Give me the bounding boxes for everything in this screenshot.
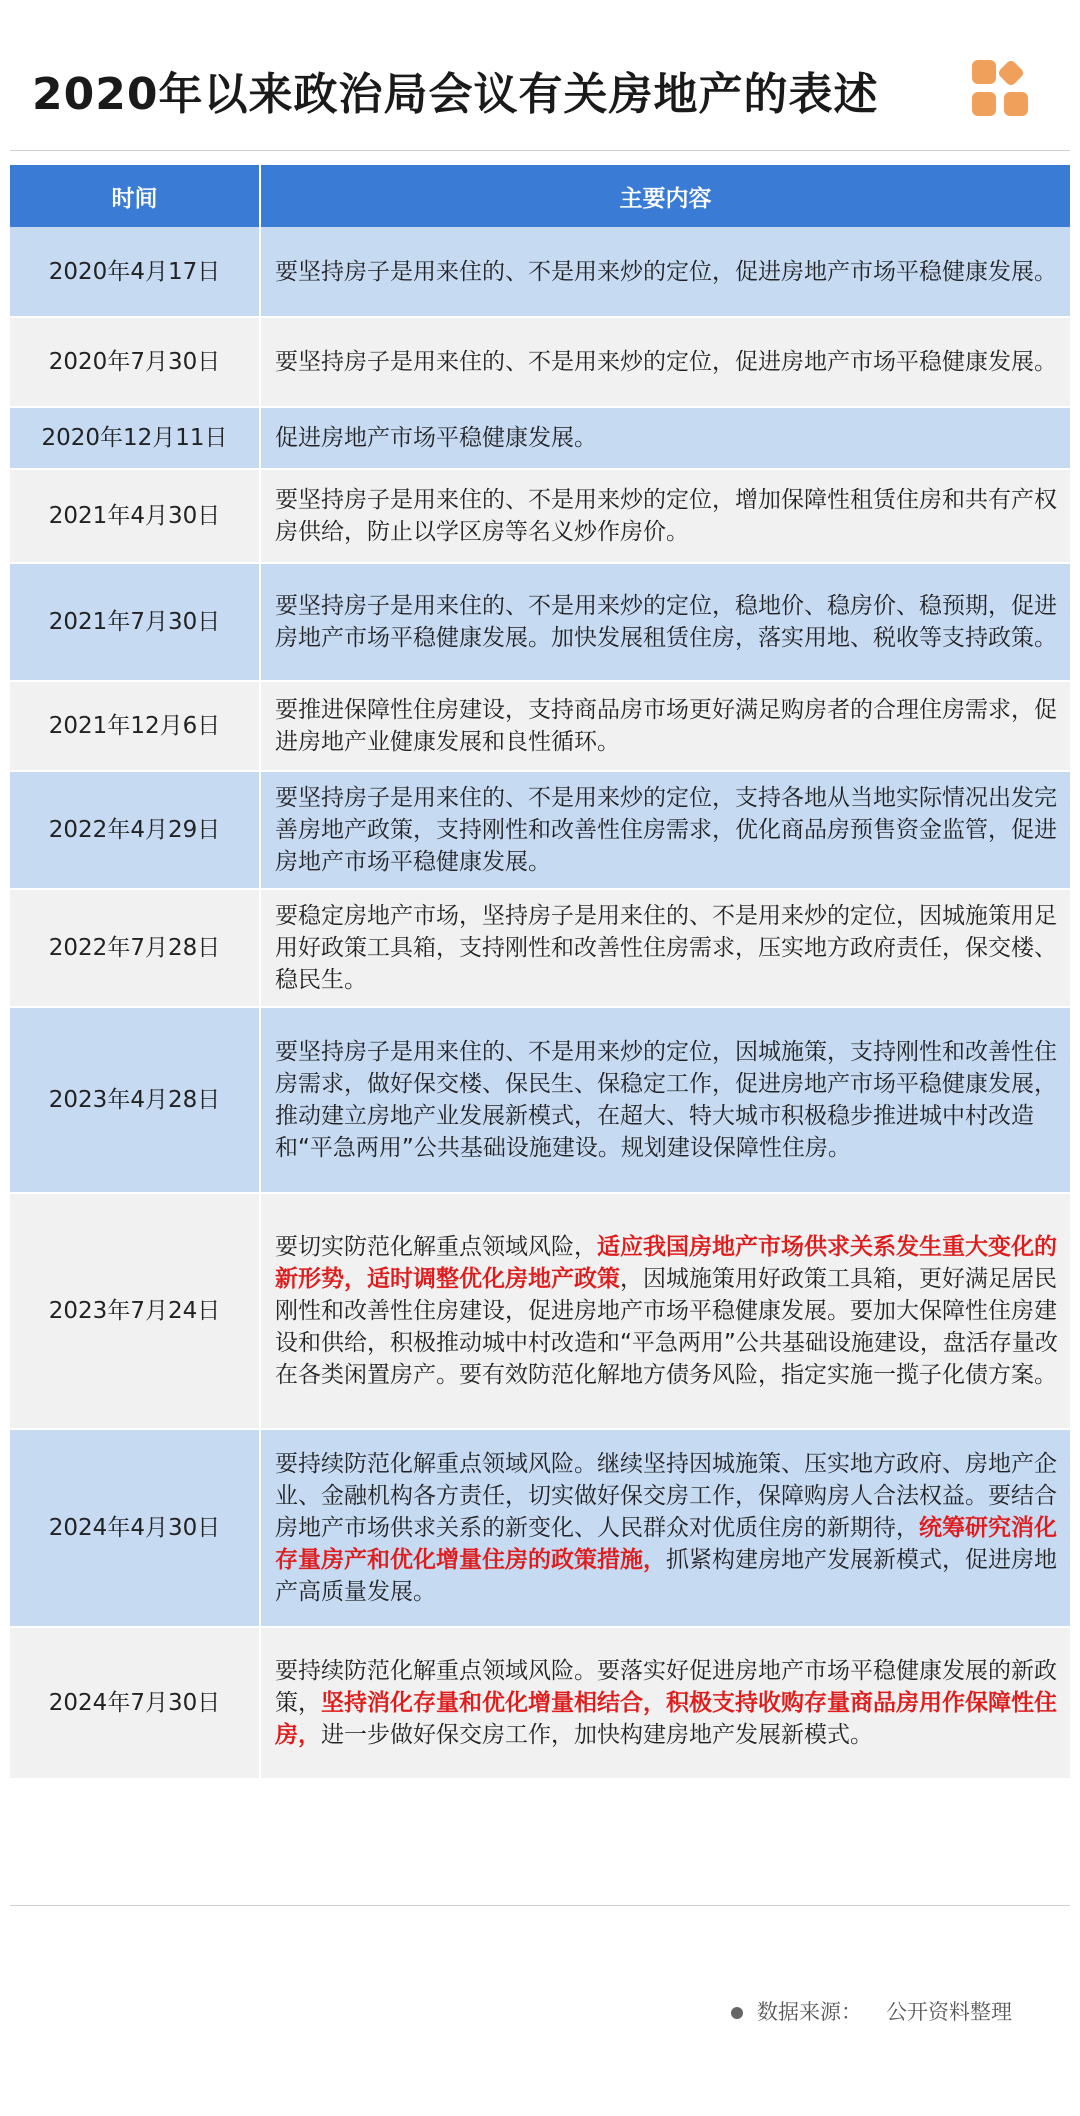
table-row [10,407,1070,469]
row-date: 2020年4月17日 [10,227,260,317]
table-row [10,771,1070,889]
header-date: 时间 [10,165,260,227]
bottom-divider [10,1905,1070,1906]
content-text: 要坚持房子是用来住的、不是用来炒的定位，支持各地从当地实际情况出发完善房地产政策，支持刚性和改善性住房需求，优化商品房预售资金监管，促进房地产市场平稳健康发展。 [275,785,1057,875]
policy-table [10,165,1070,1780]
row-content [260,1429,1070,1627]
content-text: 要坚持房子是用来住的、不是用来炒的定位，稳地价、稳房价、稳预期，促进房地产市场平稳健康发展。加快发展租赁住房，落实用地、税收等支持政策。 [275,593,1057,651]
table-row [10,1627,1070,1779]
row-content [260,681,1070,771]
content-text: 要坚持房子是用来住的、不是用来炒的定位，增加保障性租赁住房和共有产权房供给，防止以学区房等名义炒作房价。 [275,487,1057,545]
top-divider [10,150,1070,151]
row-content [260,407,1070,469]
table-row [10,469,1070,563]
table-row [10,889,1070,1007]
content-text: 要坚持房子是用来住的、不是用来炒的定位，因城施策，支持刚性和改善性住房需求，做好保交楼、保民生、保稳定工作，促进房地产市场平稳健康发展，推动建立房地产业发展新模式，在超大、特大城市积极稳步推进城中村改造和“平急两用”公共基础设施建设。规划建设保障性住房。 [275,1039,1057,1161]
content-text: 要坚持房子是用来住的、不是用来炒的定位，促进房地产市场平稳健康发展。 [275,349,1057,375]
row-date: 2020年7月30日 [10,317,260,407]
table-row [10,1193,1070,1429]
table-body [10,227,1070,1779]
source-label: 数据来源： [757,2000,862,2024]
row-content [260,317,1070,407]
row-content [260,1627,1070,1779]
row-date: 2022年4月29日 [10,771,260,889]
table-row [10,227,1070,317]
brand-logo-icon [970,58,1032,120]
content-text: 要持续防范化解重点领域风险。要落实好促进房地产市场平稳健康发展的新政策， [275,1658,1057,1716]
table-row [10,1007,1070,1193]
row-content [260,563,1070,681]
highlighted-text: 适应我国房地产市场供求关系发生重大变化的新形势，适时调整优化房地产政策 [275,1234,1057,1292]
row-date: 2021年7月30日 [10,563,260,681]
content-text: 促进房地产市场平稳健康发展。 [275,425,597,451]
table-row [10,317,1070,407]
row-date: 2024年4月30日 [10,1429,260,1627]
row-content [260,227,1070,317]
row-content [260,469,1070,563]
row-content [260,889,1070,1007]
content-text: 要持续防范化解重点领域风险。继续坚持因城施策、压实地方政府、房地产企业、金融机构各方责任，切实做好保交房工作，保障购房人合法权益。要结合房地产市场供求关系的新变化、人民群众对优质住房的新期待， [275,1451,1057,1541]
source-value: 公开资料整理 [886,2000,1012,2024]
page-title: 2020年以来政治局会议有关房地产的表述 [32,69,879,120]
table-header-row [10,165,1070,227]
content-text: 抓紧构建房地产发展新模式，促进房地产高质量发展。 [275,1547,1057,1605]
content-text: ，因城施策用好政策工具箱，更好满足居民刚性和改善性住房建设，促进房地产市场平稳健康发展。要加大保障性住房建设和供给，积极推动城中村改造和“平急两用”公共基础设施建设，盘活存量改在各类闲置房产。要有效防范化解地方债务风险，指定实施一揽子化债方案。 [275,1266,1058,1388]
highlighted-text: 统筹研究消化存量房产和优化增量住房的政策措施， [275,1515,1057,1573]
table-row [10,563,1070,681]
row-date: 2022年7月28日 [10,889,260,1007]
row-date: 2020年12月11日 [10,407,260,469]
content-text: 进一步做好保交房工作，加快构建房地产发展新模式。 [321,1722,873,1748]
row-date: 2023年4月28日 [10,1007,260,1193]
highlighted-text: 坚持消化存量和优化增量相结合，积极支持收购存量商品房用作保障性住房， [275,1690,1057,1748]
source-note [731,1996,1012,2026]
content-text: 要坚持房子是用来住的、不是用来炒的定位，促进房地产市场平稳健康发展。 [275,258,1057,285]
content-text: 要推进保障性住房建设，支持商品房市场更好满足购房者的合理住房需求，促进房地产业健康发展和良性循环。 [275,697,1057,755]
content-text: 要稳定房地产市场，坚持房子是用来住的、不是用来炒的定位，因城施策用足用好政策工具箱，支持刚性和改善性住房需求，压实地方政府责任，保交楼、稳民生。 [275,903,1057,993]
row-date: 2021年12月6日 [10,681,260,771]
table-row [10,681,1070,771]
row-content [260,1193,1070,1429]
content-text: 要切实防范化解重点领域风险， [275,1234,597,1260]
table-row [10,1429,1070,1627]
row-date: 2023年7月24日 [10,1193,260,1429]
row-date: 2021年4月30日 [10,469,260,563]
row-date: 2024年7月30日 [10,1627,260,1779]
row-content [260,771,1070,889]
header-content: 主要内容 [260,165,1070,227]
bullet-dot-icon [731,2007,743,2019]
row-content [260,1007,1070,1193]
